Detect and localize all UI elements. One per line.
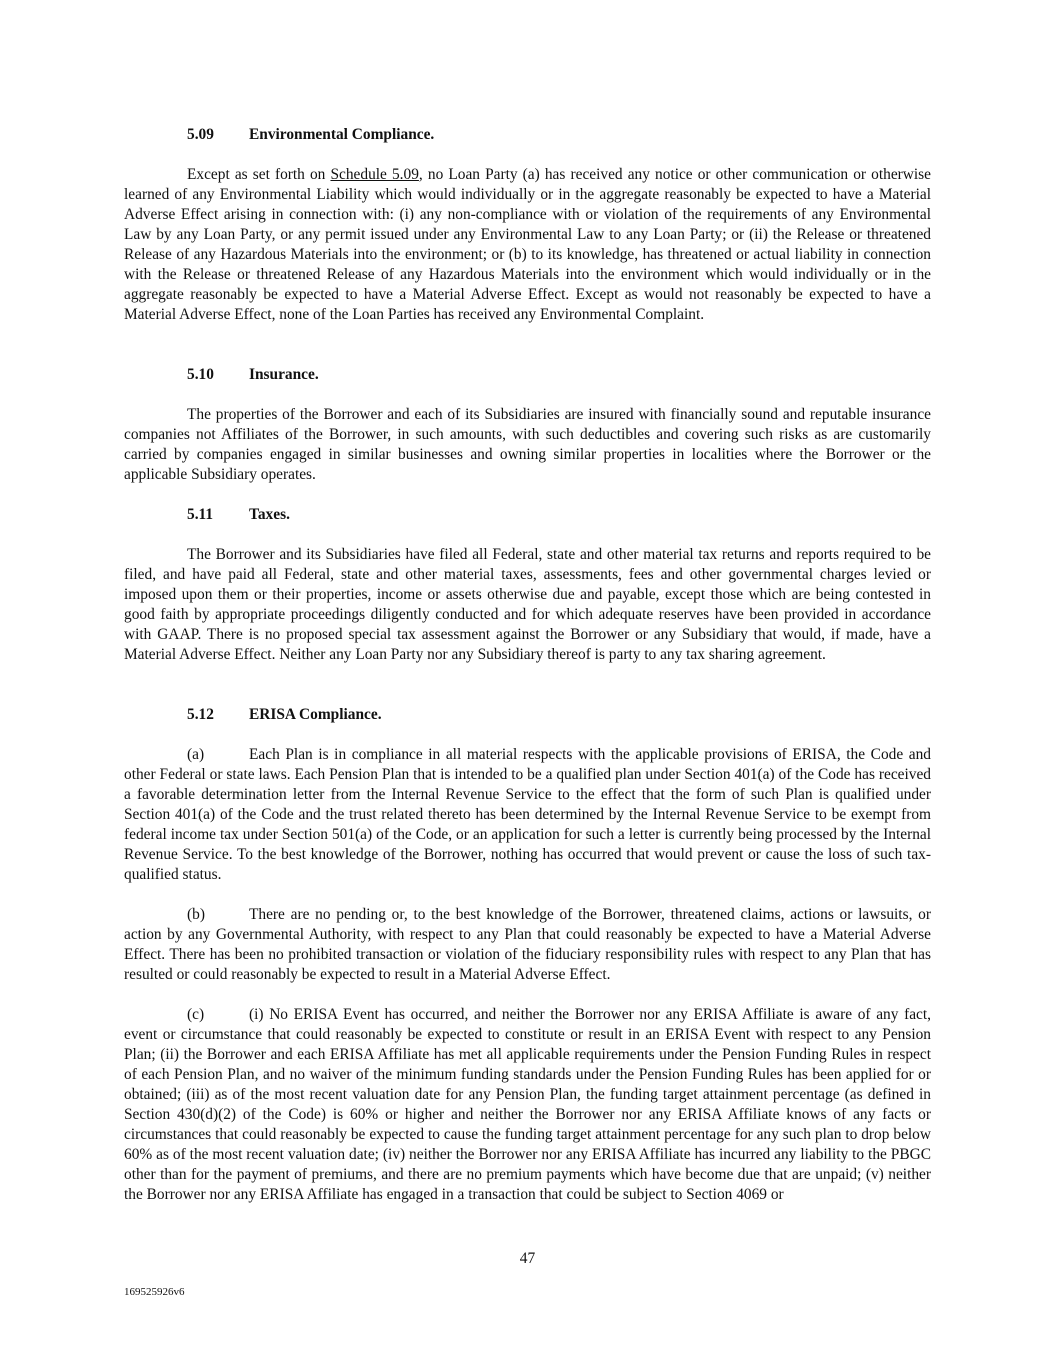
section-heading-5-09	[187, 125, 434, 145]
section-title: Taxes.	[249, 506, 290, 523]
section-heading-5-12	[187, 705, 382, 725]
paragraph-text: Except as set forth on	[187, 166, 331, 183]
subsection-label: (c)	[187, 1006, 205, 1023]
subsection-label: (a)	[187, 746, 205, 763]
section-title: Insurance.	[249, 366, 319, 383]
section-heading-5-11	[187, 505, 290, 525]
subsection-label: (b)	[187, 906, 205, 923]
paragraph-environmental-compliance	[124, 165, 931, 325]
paragraph-erisa-b	[124, 905, 931, 985]
paragraph-text: (i) No ERISA Event has occurred, and neither the Borrower nor any ERISA Affiliate is aware of any fact, event or circumstance that could reasonably be expected to constitute or result in an ERISA Event with respect to any Pension Plan; (ii) the Borrower and each ERISA Affiliate has met all applicable requirements under the Pension Funding Rules in respect of each Pension Plan, and no waiver of the minimum funding standards under the Pension Funding Rules has been applied for or obtained; (iii) as of the most recent valuation date for any Pension Plan, the funding target attainment percentage (as defined in Section 430(d)(2) of the Code) is 60% or higher and neither the Borrower nor any ERISA Affiliate knows of any facts or circumstances that could reasonably be expected to cause the funding target attainment percentage for any such plan to drop below 60% as of the most recent valuation date; (iv) neither the Borrower nor any ERISA Affiliate has incurred any liability to the PBGC other than for the payment of premiums, and there are no premium payments which have become due that are unpaid; (v) neither the Borrower nor any ERISA Affiliate has engaged in a transaction that could be subject to Section 4069 or	[124, 1006, 931, 1203]
page-number: 47	[519, 1250, 536, 1267]
paragraph-insurance: The properties of the Borrower and each of its Subsidiaries are insured with financially sound and reputable insurance companies not Affiliates of the Borrower, in such amounts, with such deductibles and covering such risks as are customarily carried by companies engaged in similar businesses and owning similar properties in localities where the Borrower or the applicable Subsidiary operates.	[124, 406, 931, 483]
section-number: 5.12	[187, 706, 214, 723]
section-title: ERISA Compliance.	[249, 706, 382, 723]
paragraph-erisa-c	[124, 1005, 931, 1205]
section-title: Environmental Compliance.	[249, 126, 435, 143]
section-number: 5.10	[187, 366, 214, 383]
paragraph-text: There are no pending or, to the best knowledge of the Borrower, threatened claims, actions or lawsuits, or action by any Governmental Authority, with respect to any Plan that could reasonably be expected to have a Material Adverse Effect. There has been no prohibited transaction or violation of the fiduciary responsibility rules with respect to any Plan that has resulted or could reasonably be expected to result in a Material Adverse Effect.	[124, 906, 931, 983]
paragraph-text: Each Plan is in compliance in all material respects with the applicable provisions of ERISA, the Code and other Federal or state laws. Each Pension Plan that is intended to be a qualified plan under Section 401(a) of the Code has received a favorable determination letter from the Internal Revenue Service to the effect that the form of such Plan is qualified under Section 401(a) of the Code and the trust related thereto has been determined by the Internal Revenue Service to be exempt from federal income tax under Section 501(a) of the Code, or an application for such a letter is currently being processed by the Internal Revenue Service. To the best knowledge of the Borrower, nothing has occurred that would prevent or cause the loss of such tax-qualified status.	[124, 746, 931, 883]
paragraph-taxes: The Borrower and its Subsidiaries have filed all Federal, state and other material tax returns and reports required to be filed, and have paid all Federal, state and other material taxes, assessments, fees and other governmental charges levied or imposed upon them or their properties, income or assets otherwise due and payable, except those which are being contested in good faith by appropriate proceedings diligently conducted and for which adequate reserves have been provided in accordance with GAAP. There is no proposed special tax assessment against the Borrower or any Subsidiary that would, if made, have a Material Adverse Effect. Neither any Loan Party nor any Subsidiary thereof is party to any tax sharing agreement.	[124, 546, 931, 663]
section-number: 5.11	[187, 506, 214, 523]
section-number: 5.09	[187, 126, 214, 143]
paragraph-text: , no Loan Party (a) has received any notice or other communication or otherwise learned of any Environmental Liability which would individually or in the aggregate reasonably be expected to have a Material Adverse Effect arising in connection with: (i) any non-compliance with or violation of the requirements of any Environmental Law by any Loan Party, or any permit issued under any Environmental Law to any Loan Party; or (ii) the Release or threatened Release of any Hazardous Materials into the environment; or (b) to its knowledge, has threatened or actual liability in connection with the Release or threatened Release of any Hazardous Materials into the environment which would individually or in the aggregate reasonably be expected to have a Material Adverse Effect. Except as would not reasonably be expected to have a Material Adverse Effect, none of the Loan Parties has received any Environmental Complaint.	[124, 166, 931, 323]
paragraph-erisa-a	[124, 745, 931, 885]
section-heading-5-10	[187, 365, 319, 385]
document-id: 169525926v6	[124, 1286, 185, 1298]
schedule-reference: Schedule 5.09	[330, 166, 419, 183]
